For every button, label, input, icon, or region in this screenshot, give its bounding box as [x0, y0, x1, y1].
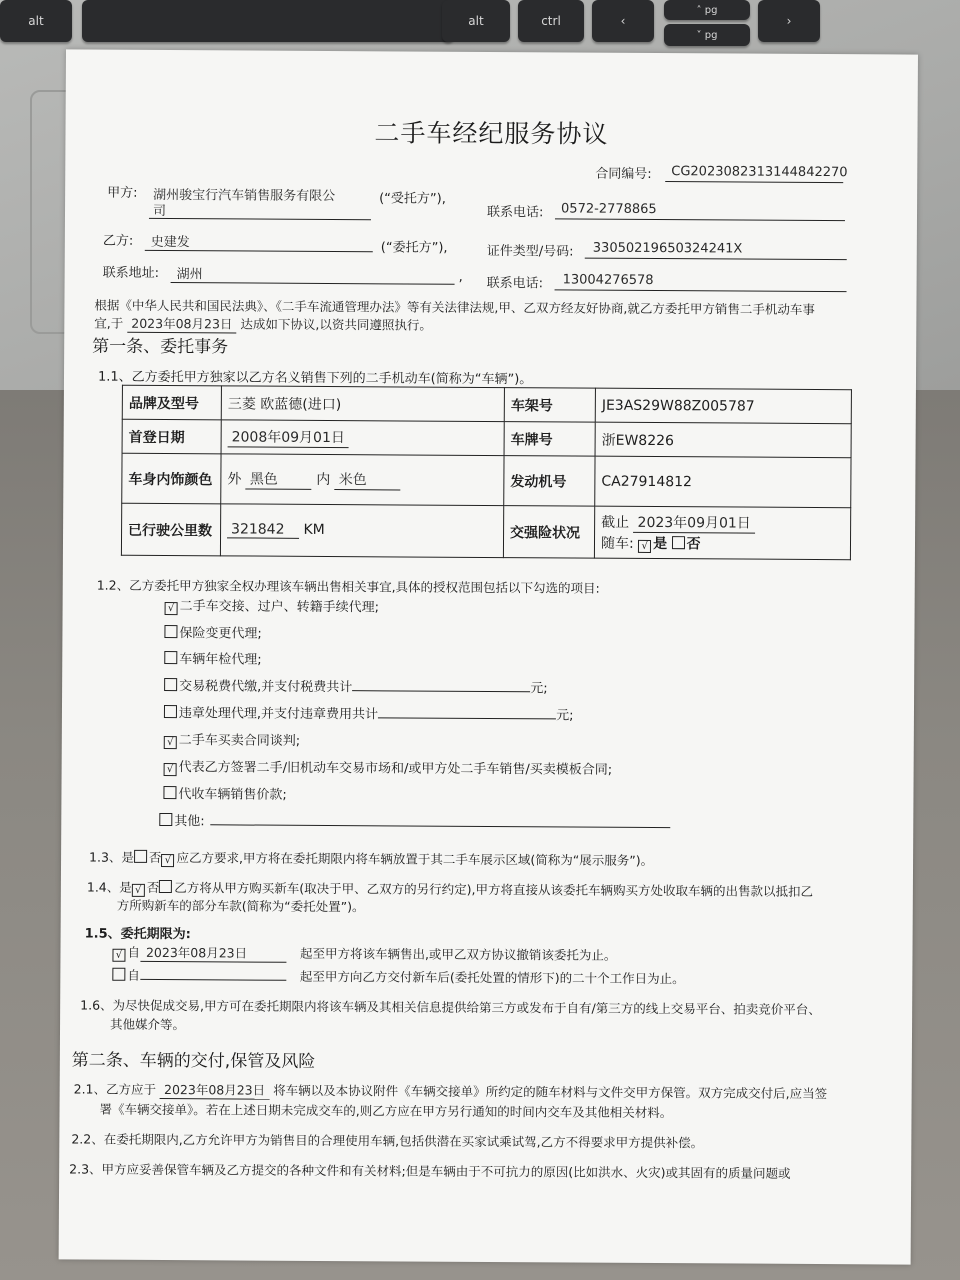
option-label-6: 二手车买卖合同谈判;	[178, 733, 301, 749]
intro-prefix: 宜,于	[94, 315, 124, 331]
insurance-yes-checkbox[interactable]	[638, 540, 651, 553]
option-suffix-4: 元;	[530, 681, 548, 697]
color-label: 车身内饰颜色	[122, 453, 221, 504]
insurance-cell	[594, 506, 850, 560]
mileage-value: 321842	[227, 521, 299, 538]
party-b-id: 33050219650324241X	[592, 240, 743, 257]
option-checkbox-6[interactable]	[164, 736, 177, 749]
party-a-phone-underline	[555, 218, 845, 221]
party-a-phone: 0572-2778865	[560, 201, 657, 218]
ctrl-key-label: ctrl	[541, 14, 561, 28]
party-a-label: 甲方:	[107, 185, 138, 201]
arrow-down-key	[664, 24, 750, 46]
clause-1-4-yes: 1.4、是	[86, 879, 132, 895]
alt-key-right	[442, 0, 510, 42]
clause-1-3	[89, 848, 653, 870]
option-label-5: 违章处理代理,并支付违章费用共计	[178, 706, 379, 723]
intro-suffix: 达成如下协议,以资共同遵照执行。	[240, 316, 432, 333]
reg-date-value: 2008年09月01日	[228, 426, 349, 448]
clause-1-5-heading: 1.5、委托期限为:	[84, 926, 191, 943]
insurance-with-label: 随车:	[600, 535, 634, 552]
check-mark-icon: √	[166, 764, 174, 776]
party-b-phone-label: 联系电话:	[486, 275, 544, 292]
party-a-name-line1: 湖州骏宝行汽车销售服务有限公	[153, 187, 336, 205]
option-checkbox-5[interactable]	[164, 705, 177, 718]
party-b-underline	[145, 250, 373, 252]
mileage-unit: KM	[303, 521, 325, 538]
term-option-1-text: 起至甲方将该车辆售出,或甲乙双方协议撤销该委托为止。	[299, 945, 617, 963]
party-a-underline	[149, 218, 371, 220]
address-underline	[171, 282, 455, 285]
option-item-6	[164, 729, 301, 750]
check-mark-icon: √	[167, 603, 175, 615]
term-option-2-checkbox[interactable]	[112, 968, 125, 981]
contract-no-underline	[665, 181, 843, 183]
mileage-label: 已行驶公里数	[121, 503, 220, 556]
option-label-8: 代收车辆销售价款;	[178, 787, 287, 803]
chevron-left-icon: ‹	[620, 14, 626, 28]
spacebar-key	[82, 0, 454, 42]
ext-color-value: 黑色	[246, 469, 312, 490]
section-1-heading: 第一条、委托事务	[92, 336, 229, 358]
document-title: 二手车经纪服务协议	[374, 118, 609, 149]
clause-1-4-line2: 方所购新车的部分车款(简称为“委托处置”)。	[116, 897, 365, 915]
pgdn-label: pg	[704, 29, 718, 41]
vin-label: 车架号	[504, 388, 595, 423]
option-checkbox-9[interactable]	[159, 813, 172, 826]
mileage-cell	[220, 504, 503, 558]
insurance-label: 交强险状况	[503, 506, 594, 559]
table-row	[122, 385, 851, 423]
violation-amount-blank[interactable]	[378, 717, 556, 719]
option-item-4	[164, 675, 548, 696]
option-item-8	[163, 783, 287, 803]
engine-value: CA27914812	[595, 456, 851, 508]
reg-date-label: 首登日期	[122, 419, 221, 454]
other-blank[interactable]	[211, 824, 671, 828]
alt-key-label: alt	[468, 14, 484, 28]
brand-label: 品牌及型号	[122, 385, 221, 420]
option-label-3: 车辆年检代理;	[179, 652, 262, 668]
clause-2-1-date: 2023年08月23日	[160, 1080, 269, 1100]
tax-amount-blank[interactable]	[352, 690, 530, 692]
insurance-with-row	[601, 533, 844, 554]
alt-key-label: alt	[28, 14, 44, 28]
chevron-right-icon: ›	[786, 14, 792, 28]
intro-date: 2023年08月23日	[127, 314, 236, 334]
party-a-name-line2: 司	[152, 203, 167, 220]
option-label-1: 二手车交接、过户、转籍手续代理;	[179, 599, 380, 616]
clause-2-1-text: 将车辆以及本协议附件《车辆交接单》所约定的随车材料与文件交甲方保管。双方完成交付后,应当签	[273, 1082, 828, 1102]
clause-2-2: 2.2、在委托期限内,乙方允许甲方为销售目的合理使用车辆,包括供潜在买家试乘试驾,乙方不得要求甲方提供补偿。	[71, 1131, 704, 1151]
clause-1-3-yes-checkbox[interactable]	[134, 850, 147, 863]
int-color-value: 米色	[335, 469, 401, 490]
clause-1-3-no: 否	[148, 849, 162, 865]
option-item-9	[159, 810, 670, 832]
vin-value: JE3AS29W88Z005787	[595, 388, 851, 424]
party-b-id-underline	[585, 258, 847, 261]
option-label-9: 其他:	[174, 814, 205, 830]
clause-1-6: 1.6、为尽快促成交易,甲方可在委托期限内将该车辆及其相关信息提供给第三方或发布于自有/第三方的线上交易平台、拍卖竞价平台、	[80, 997, 821, 1018]
party-b-name: 史建发	[150, 234, 190, 251]
term-from-label-2: 自	[127, 967, 140, 983]
option-item-3	[164, 648, 262, 668]
party-a-phone-label: 联系电话:	[486, 204, 544, 221]
clause-2-1-line2: 署《车辆交接单》。若在上述日期未完成交车的,则乙方应在甲方另行通知的时间内交车及其他相关材料。	[99, 1101, 673, 1121]
option-checkbox-8[interactable]	[163, 786, 176, 799]
party-b-label: 乙方:	[102, 233, 134, 249]
clause-1-3-text: 应乙方要求,甲方将在委托期限内将车辆放置于其二手车展示区域(简称为“展示服务”)。	[176, 850, 654, 868]
party-b-address: 湖州	[176, 267, 203, 283]
option-checkbox-3[interactable]	[164, 651, 177, 664]
term-option-1	[112, 943, 616, 965]
party-b-phone-underline	[555, 289, 847, 292]
chevron-down-icon: ˅	[696, 29, 702, 41]
option-label-4: 交易税费代缴,并支付税费共计	[179, 679, 353, 696]
engine-label: 发动机号	[504, 456, 595, 507]
clause-1-1: 1.1、乙方委托甲方独家以乙方名义销售下列的二手机动车(简称为“车辆”)。	[97, 369, 533, 388]
option-item-2	[164, 622, 262, 642]
term-from-label: 自	[127, 944, 141, 960]
clause-1-4-no: 否	[146, 879, 160, 895]
clause-1-6-line2: 其他媒介等。	[110, 1016, 186, 1033]
option-checkbox-2[interactable]	[164, 625, 177, 638]
option-checkbox-4[interactable]	[164, 678, 177, 691]
address-comma: ,	[458, 269, 463, 285]
address-label: 联系地址:	[102, 265, 160, 281]
option-checkbox-1[interactable]	[165, 602, 178, 615]
check-mark-icon: √	[115, 949, 123, 961]
clause-1-4-no-checkbox[interactable]	[159, 880, 172, 893]
check-mark-icon: √	[641, 540, 648, 552]
check-mark-icon: √	[164, 855, 172, 867]
contract-no-label: 合同编号:	[595, 166, 652, 182]
clause-1-3-no-checkbox[interactable]	[161, 854, 174, 867]
insurance-no-checkbox[interactable]	[672, 536, 685, 549]
term-option-1-checkbox[interactable]	[112, 949, 125, 962]
clause-2-3: 2.3、甲方应妥善保管车辆及乙方提交的各种文件和有关材料;但是车辆由于不可抗力的原因(比如洪水、火灾)或其固有的质量问题或	[69, 1161, 791, 1181]
contract-paper	[59, 49, 918, 1264]
table-row	[121, 503, 850, 559]
party-b-id-label: 证件类型/号码:	[486, 243, 574, 260]
clause-2-1-prefix: 2.1、乙方应于	[73, 1081, 157, 1097]
option-item-1	[165, 595, 380, 616]
color-cell	[221, 454, 504, 506]
reg-date-cell	[221, 420, 504, 456]
option-label-2: 保险变更代理;	[179, 626, 262, 642]
party-b-phone: 13004276578	[562, 272, 654, 288]
intro-line1: 根据《中华人民共和国民法典》、《二手车流通管理办法》等有关法律法规,甲、乙双方经友好协商,就乙方委托甲方销售二手机动车事	[94, 297, 815, 317]
option-checkbox-7[interactable]	[164, 763, 177, 776]
insurance-yes-label: 是	[653, 535, 668, 553]
option-suffix-5: 元;	[556, 708, 574, 724]
vehicle-info-table	[121, 385, 852, 560]
insurance-no-label: 否	[686, 536, 701, 553]
pgup-label: pg	[704, 4, 718, 16]
check-mark-icon: √	[167, 737, 174, 749]
plate-label: 车牌号	[504, 422, 595, 457]
table-row	[122, 419, 851, 457]
party-b-role: (“委托方”),	[380, 240, 448, 256]
term-option-2-text: 起至甲方向乙方交付新车后(委托处置的情形下)的二十个工作日为止。	[299, 968, 685, 987]
arrow-right-key	[758, 0, 820, 42]
arrow-left-key	[592, 0, 654, 42]
party-a-role: (“受托方”),	[379, 191, 446, 207]
chevron-up-icon: ˄	[696, 4, 702, 16]
option-item-5	[164, 702, 574, 724]
check-mark-icon: √	[135, 884, 142, 896]
term-start-blank[interactable]	[140, 979, 286, 981]
clause-1-4-text: 乙方将从甲方购买新车(取决于甲、乙双方的另行约定),甲方将直接从该委托车辆购买方处收取车辆的出售款以抵扣乙	[174, 880, 814, 899]
term-start-date: 2023年08月23日	[140, 943, 286, 963]
term-option-2	[112, 966, 684, 987]
clause-1-2: 1.2、乙方委托甲方独家全权办理该车辆出售相关事宜,具体的授权范围包括以下勾选的项目:	[96, 577, 600, 596]
option-label-7: 代表乙方签署二手/旧机动车交易市场和/或甲方处二手车销售/买卖模板合同;	[178, 760, 613, 778]
clause-1-3-yes: 1.3、是	[89, 849, 135, 865]
insurance-until-row	[601, 512, 844, 534]
table-row	[122, 453, 851, 507]
alt-key-left	[0, 0, 72, 42]
arrow-up-key	[664, 0, 750, 20]
option-item-7	[164, 756, 613, 779]
insurance-until-label: 截止	[601, 514, 630, 531]
brand-value: 三菱 欧蓝德(进口)	[221, 386, 504, 422]
ext-color-label: 外	[227, 471, 242, 488]
section-2-heading: 第二条、车辆的交付,保管及风险	[71, 1050, 316, 1072]
insurance-until-value: 2023年09月01日	[634, 512, 755, 534]
ctrl-key	[518, 0, 584, 42]
plate-value: 浙EW8226	[595, 422, 851, 458]
int-color-label: 内	[316, 471, 331, 489]
contract-no-value: CG2023082313144842270	[671, 164, 848, 181]
